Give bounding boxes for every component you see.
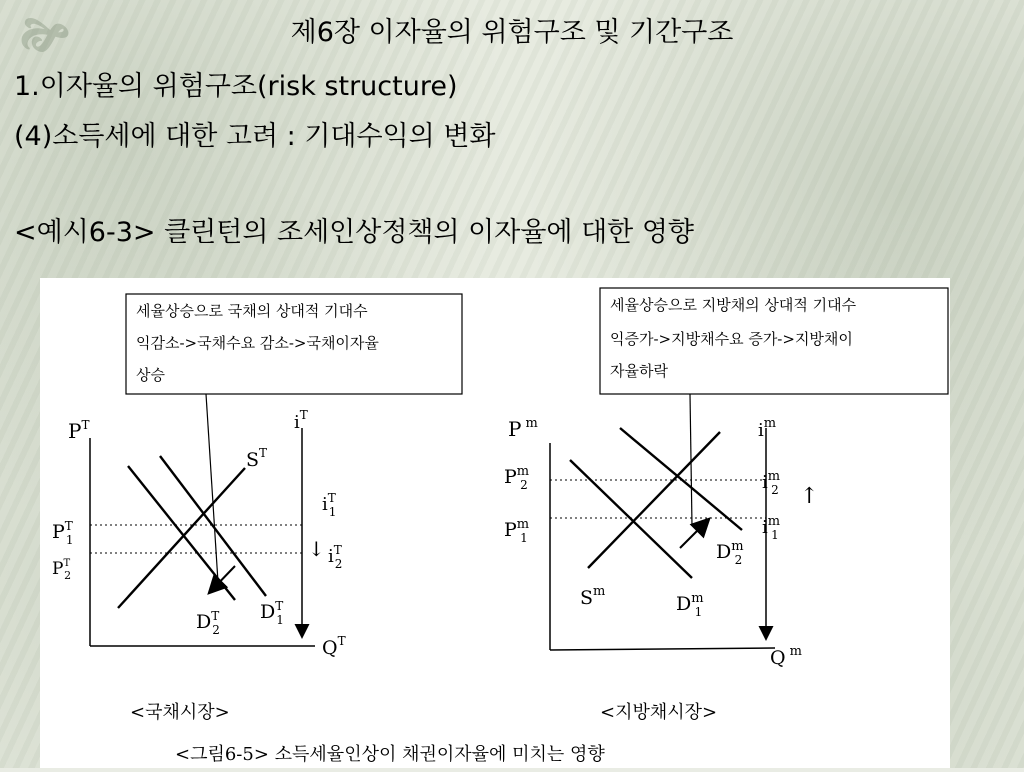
right-p1-label: $P^m$ 1 [504, 517, 530, 545]
right-note-line-1: 세율상승으로 지방채의 상대적 기대수 [610, 296, 857, 314]
right-note-line-3: 자율하락 [610, 362, 668, 380]
left-panel-caption: <국채시장> [130, 702, 230, 723]
left-rate-down-arrow: ↓ [308, 537, 325, 561]
right-rate-axis-label: $i^m$ [758, 416, 777, 441]
left-pointer-line [206, 394, 218, 582]
left-i2-label: $i^T$ 2 [328, 543, 343, 571]
left-note-line-3: 상승 [136, 366, 165, 384]
left-qty-axis-label: $Q^T$ [322, 634, 346, 659]
left-demand2-label: $D^T$ 2 [196, 609, 220, 637]
right-supply-curve [588, 432, 720, 568]
left-note-line-1: 세율상승으로 국채의 상대적 기대수 [136, 302, 368, 320]
left-demand1-label: $D^T$ 1 [260, 599, 284, 627]
right-p2-label: $P^m$ 2 [504, 464, 530, 492]
right-demand1-label: $D^m$ 1 [676, 591, 704, 619]
example-title: <예시6-3> 클린턴의 조세인상정책의 이자율에 대한 영향 [14, 217, 694, 248]
right-demand2-label: $D^m$ 2 [716, 539, 744, 567]
right-i2-label: $i^m$ 2 [762, 469, 781, 497]
right-panel-caption: <지방채시장> [600, 702, 718, 723]
background-watermark-left: 🙞 [14, 3, 75, 64]
left-note-line-2: 익감소->국채수요 감소->국채이자율 [136, 334, 379, 352]
right-supply-label: $S^m$ [580, 584, 606, 609]
left-rate-axis-label: $i^T$ [294, 408, 308, 433]
right-i1-label: $i^m$ 1 [762, 514, 781, 542]
left-i1-label: $i^T$ 1 [322, 491, 337, 519]
chapter-title: 제6장 이자율의 위험구조 및 기간구조 [290, 17, 734, 48]
right-qty-axis [550, 648, 775, 650]
subsection-heading: (4)소득세에 대한 고려 : 기대수익의 변화 [14, 121, 496, 152]
left-price-axis-label: $P^T$ [68, 418, 90, 443]
left-p2-label: $P^T$ 2 [52, 558, 72, 582]
right-panel [504, 288, 948, 723]
section-heading: 1.이자율의 위험구조(risk structure) [14, 71, 458, 102]
right-rate-up-arrow: ↑ [800, 484, 819, 509]
right-qty-axis-label: Q $^m$ [770, 644, 802, 669]
right-price-axis-label: P $^m$ [508, 416, 538, 441]
right-note-line-2: 익증가->지방채수요 증가->지방채이 [610, 330, 853, 348]
right-demand1-curve [570, 460, 692, 578]
left-supply-label: $S^T$ [246, 446, 268, 471]
left-panel [52, 294, 462, 723]
right-shift-arrow [680, 520, 708, 548]
left-p1-label: $P^T$ 1 [52, 519, 74, 547]
left-shift-arrow [210, 566, 235, 592]
figure-caption: <그림6-5> 소득세율인상이 채권이자율에 미치는 영향 [175, 744, 605, 765]
figure-panel [40, 278, 950, 768]
bond-market-diagram [40, 278, 950, 768]
